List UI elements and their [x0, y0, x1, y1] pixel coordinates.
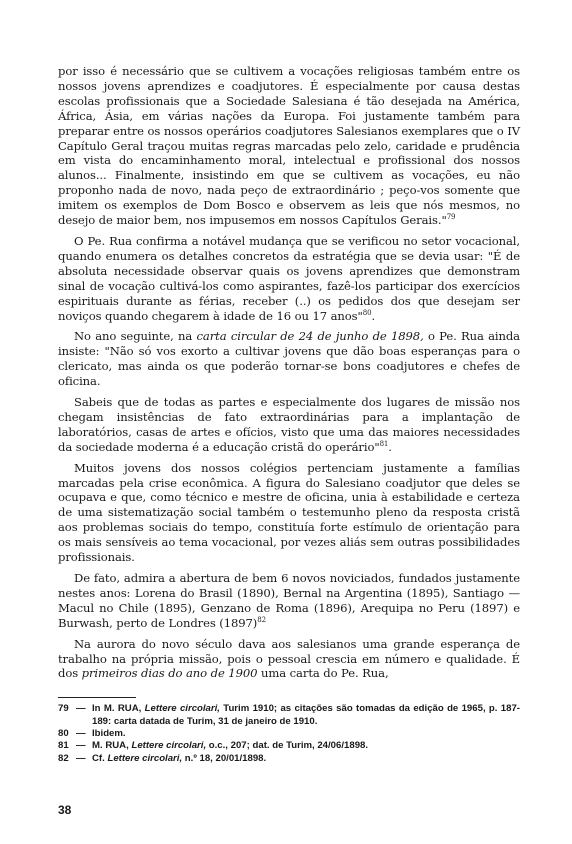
- text-run: De fato, admira a abertura de bem 6 novos noviciados, fundados justamente nestes anos: Lorena do Brasil (1890), Bernal na Argentina (1895), Santiago — Macul no Chile (1895), Genzano de Roma (1896), Arequipa no Peru (1897) e Burwash, perto de Londres (1897): [58, 571, 520, 630]
- italic-text: carta circular de 24 de junho de 1898,: [196, 329, 424, 344]
- paragraph: [58, 637, 520, 682]
- footnote-number: 82: [58, 752, 69, 764]
- text-run: Cf.: [92, 752, 108, 764]
- footnote-text: [92, 740, 520, 752]
- footnote-divider: [58, 697, 136, 698]
- text-run: .: [388, 439, 392, 454]
- footnote-text: [92, 753, 520, 765]
- text-run: Turim 1910; as citações são tomadas da edição de 1965, p. 187-189: carta datada de Turim, 31 de janeiro de 1910.: [92, 703, 520, 727]
- text-run: n.º 18, 20/01/1898.: [182, 752, 267, 764]
- paragraph: [58, 571, 520, 631]
- text-run: .: [371, 308, 376, 323]
- italic-text: Lettere circolari,: [107, 752, 183, 764]
- text-run: uma carta do Pe. Rua,: [257, 666, 389, 681]
- italic-text: Lettere circolari,: [144, 703, 220, 715]
- paragraph: [58, 329, 520, 389]
- main-text: [58, 64, 520, 681]
- italic-text: Lettere circolari,: [131, 740, 207, 752]
- footnote-text: [92, 728, 520, 740]
- text-run: o Pe. Rua ainda insiste: "Não só vos exorto a cultivar jovens que dão boas esperanças para o clericato, mas ainda os que poderão tornar-se bons coadjutores e chefes de oficina.: [58, 329, 520, 389]
- text-run: O Pe. Rua confirma a notável mudança que se verificou no setor vocacional, quando enumera os detalhes concretos da estratégia que se devia usar: "É de absoluta necessidade observar quais os jovens aprendizes que demonstram sinal de vocação cultivá-los como aspirantes, fazê-los participar dos exercícios espirituais durante as férias, receber (..) os pedidos dos que desejam ser noviços quando chegarem à idade de 16 ou 17 anos": [58, 233, 520, 323]
- page-number: 38: [58, 803, 72, 817]
- text-run: Sabeis que de todas as partes e especialmente dos lugares de missão nos chegam insistências de fato extraordinárias para a implantação de laboratórios, casas de artes e ofícios, visto que uma das maiores necessidades da sociedade moderna é a educação cristã do operário": [58, 395, 520, 454]
- footnote: [58, 753, 520, 765]
- footnote-dash: —: [76, 752, 86, 764]
- footnote-number: 81: [58, 740, 69, 752]
- footnote: [58, 740, 520, 752]
- page-body: [58, 64, 520, 765]
- paragraph: [58, 395, 520, 455]
- paragraph: [58, 64, 520, 228]
- footnote-ref: 81: [379, 439, 389, 448]
- text-run: In M. RUA,: [92, 703, 145, 715]
- text-run: Na aurora do novo século dava aos salesianos uma grande esperança de trabalho na própria missão, pois o pessoal crescia em número e qualidade. É dos: [58, 636, 520, 681]
- footnote-dash: —: [76, 703, 86, 715]
- text-run: No ano seguinte, na: [74, 329, 197, 344]
- footnote: [58, 703, 520, 728]
- footnote-number: 80: [58, 727, 69, 739]
- footnote-text: [92, 703, 520, 728]
- text-run: por isso é necessário que se cultivem a vocações religiosas também entre os nossos jovens aprendizes e coadjutores. É especialmente por causa destas escolas profissionais que a Sociedade Salesiana é tão desejada na América, África, Ásia, em várias nações da Europa. Foi justamente também para preparar entre os nossos operários coadjutores Salesianos exemplares que o IV Capítulo Geral traçou muitas regras marcadas pelo zelo, caridade e prudência em vista do encaminhamento moral, intelectual e profissional dos nossos alunos... Finalmente, insistindo em que se cultivem as vocações, eu não proponho nada de novo, nada peço de extraordinário ; peço-vos somente que imitem os exemplos de Dom Bosco e observem as leis que nós mesmos, no desejo de maior bem, nos impusemos em nossos Capítulos Gerais.": [58, 64, 520, 228]
- text-run: o.c., 207; dat. de Turim, 24/06/1898.: [206, 740, 369, 752]
- text-run: Ibidem.: [92, 727, 126, 739]
- footnotes: [58, 703, 520, 764]
- footnote-ref: 82: [257, 615, 266, 624]
- paragraph: [58, 461, 520, 565]
- footnote-number: 79: [58, 703, 69, 715]
- footnote-ref: 80: [362, 308, 372, 317]
- footnote-dash: —: [76, 740, 86, 752]
- paragraph: [58, 234, 520, 323]
- footnote-dash: —: [76, 727, 86, 739]
- text-run: M. RUA,: [92, 740, 132, 752]
- text-run: Muitos jovens dos nossos colégios pertenciam justamente a famílias marcadas pela crise econômica. A figura do Salesiano coadjutor que deles se ocupava e que, como técnico e mestre de oficina, unia à estabilidade e certeza de uma sistematização social também o testemunho pleno da resposta cristã aos problemas sociais do tempo, constituía forte estímulo de orientação para os mais sensíveis ao tema vocacional, por vezes aliás sem outras possibilidades profissionais.: [58, 460, 520, 565]
- footnote: [58, 728, 520, 740]
- footnote-ref: 79: [446, 213, 456, 222]
- italic-text: primeiros dias do ano de 1900: [81, 666, 258, 681]
